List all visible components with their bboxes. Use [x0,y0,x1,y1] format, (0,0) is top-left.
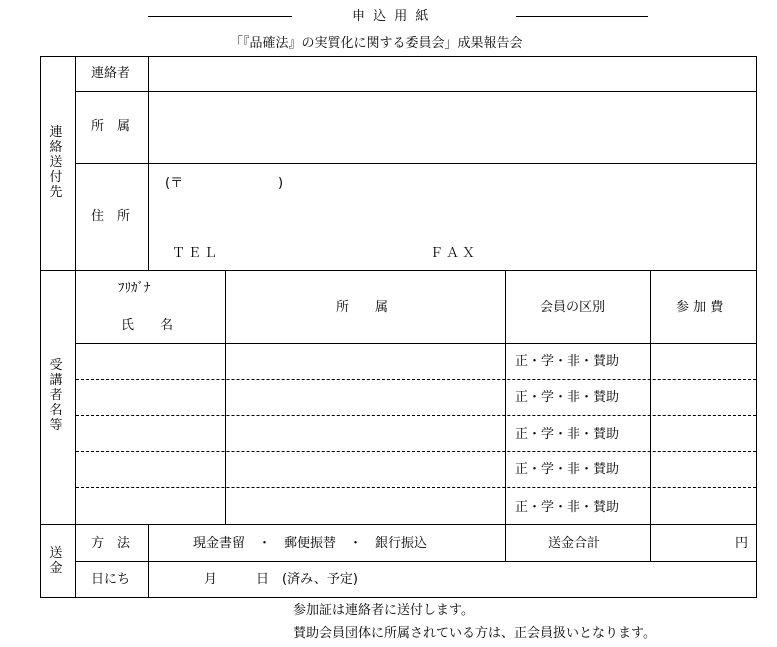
fee-header: 参 加 費 [676,300,724,315]
member-type-options[interactable]: 正・学・非・賛助 [515,462,620,477]
form-title: 申 込 用 紙 [352,9,431,24]
attendee-fee-field[interactable] [651,488,755,523]
frame-left [40,56,41,598]
fax-label: ＦＡＸ [430,246,479,261]
attendee-name-field[interactable] [76,380,224,414]
attendee-col-divider-2 [505,270,506,524]
attendee-fee-field[interactable] [651,380,755,414]
note-line: 参加証は連絡者に送付します。 [293,603,474,618]
attendee-name-field[interactable] [76,344,224,378]
payment-method-options[interactable]: 現金書留 ・ 郵便振替 ・ 銀行振込 [193,536,428,551]
frame-right [756,56,757,598]
member-type-options[interactable]: 正・学・非・賛助 [515,390,620,405]
contact-person-label: 連絡者 [91,66,131,81]
postal-code-open: (〒 [165,176,184,191]
remittance-row-divider [75,561,756,562]
remittance-group-label: 送金 [49,546,63,576]
attendee-affiliation-field[interactable] [226,416,504,450]
total-label: 送金合計 [548,536,601,551]
note-line: 賛助会員団体に所属されている方は、正会員扱いとなります。 [293,626,656,641]
attendee-affiliation-field[interactable] [226,380,504,414]
attendee-fee-field[interactable] [651,452,755,486]
date-field[interactable]: 月 日 (済み、予定) [204,572,358,587]
name-header: 氏 名 [121,318,174,333]
remittance-total-divider-left [505,524,506,562]
attendee-name-field[interactable] [76,452,224,486]
member-type-options[interactable]: 正・学・非・賛助 [515,500,620,515]
member-type-options[interactable]: 正・学・非・賛助 [515,354,620,369]
attendee-name-field[interactable] [76,416,224,450]
member-type-header: 会員の区別 [540,300,606,315]
address-label: 住 所 [91,209,131,224]
attendee-affiliation-field[interactable] [226,452,504,486]
attendee-name-field[interactable] [76,488,224,523]
title-rule-right [516,16,648,17]
attendee-fee-field[interactable] [651,344,755,378]
affiliation-label: 所 属 [91,119,131,134]
event-title: 「『品確法』の実質化に関する委員会」成果報告会 [230,36,523,51]
method-label: 方 法 [91,536,131,551]
section-divider-contact [40,270,756,271]
attendee-group-label: 受講者名等 [49,358,63,433]
tel-label: ＴＥＬ [172,246,221,261]
contact-person-field[interactable] [149,57,755,90]
attendee-affiliation-field[interactable] [226,488,504,523]
affiliation-header: 所 属 [336,300,389,315]
currency-unit: 円 [735,536,749,551]
affiliation-field[interactable] [149,92,755,162]
postal-code-close: ) [278,176,284,191]
attendee-fee-field[interactable] [651,416,755,450]
title-rule-left [148,16,292,17]
furigana-header: ﾌﾘｶﾞﾅ [118,281,151,296]
attendee-affiliation-field[interactable] [226,344,504,378]
member-type-options[interactable]: 正・学・非・賛助 [515,427,620,442]
date-label: 日にち [91,572,131,587]
contact-group-label: 連絡送付先 [49,125,63,200]
